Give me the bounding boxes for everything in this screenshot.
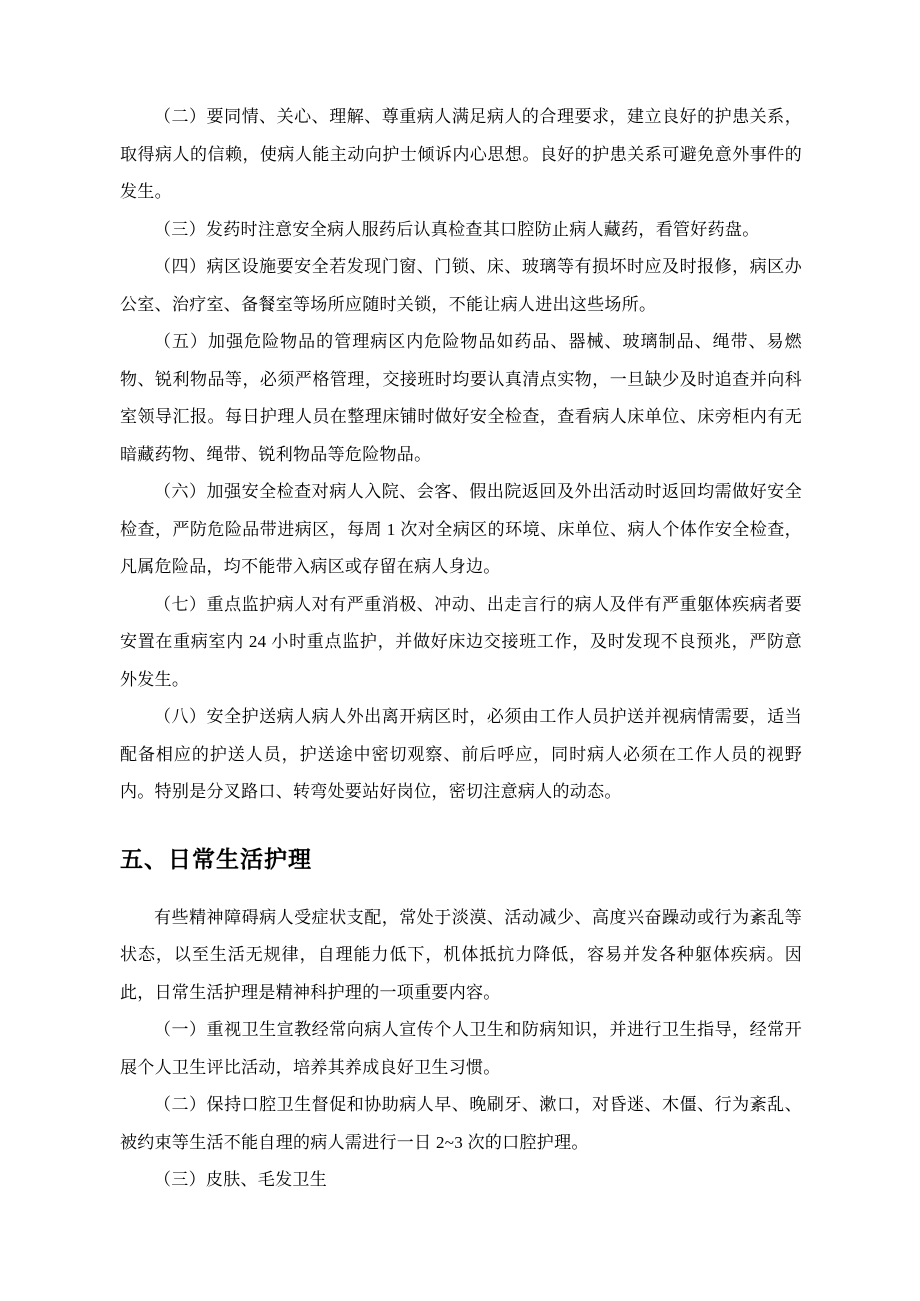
paragraph: 有些精神障碍病人受症状支配，常处于淡漠、活动减少、高度兴奋躁动或行为紊乱等状态，以至生活无规律，自理能力低下，机体抵抗力降低，容易并发各种躯体疾病。因此，日常生活护理是精神科护理的一项重要内容。 xyxy=(120,907,802,1002)
paragraph: （二）要同情、关心、理解、尊重病人满足病人的合理要求，建立良好的护患关系，取得病人的信赖，使病人能主动向护士倾诉内心思想。良好的护患关系可避免意外事件的发生。 xyxy=(120,107,802,201)
paragraph: （一）重视卫生宣教经常向病人宣传个人卫生和防病知识，并进行卫生指导，经常开展个人卫生评比活动，培养其养成良好卫生习惯。 xyxy=(120,1020,802,1077)
paragraph: （二）保持口腔卫生督促和协助病人早、晚刷牙、漱口，对昏迷、木僵、行为紊乱、被约束等生活不能自理的病人需进行一日 2~3 次的口腔护理。 xyxy=(120,1095,802,1152)
paragraph: （八）安全护送病人病人外出离开病区时，必须由工作人员护送并视病情需要，适当配备相应的护送人员，护送途中密切观察、前后呼应，同时病人必须在工作人员的视野内。特别是分叉路口、转弯处要站好岗位，密切注意病人的动态。 xyxy=(120,707,802,801)
paragraph: （五）加强危险物品的管理病区内危险物品如药品、器械、玻璃制品、绳带、易燃物、锐利物品等，必须严格管理，交接班时均要认真清点实物，一旦缺少及时追查并向科室领导汇报。每日护理人员在整理床铺时做好安全检查，查看病人床单位、床旁柜内有无暗藏药物、绳带、锐利物品等危险物品。 xyxy=(120,332,802,464)
paragraph: （七）重点监护病人对有严重消极、冲动、出走言行的病人及伴有严重躯体疾病者要安置在重病室内 24 小时重点监护，并做好床边交接班工作，及时发现不良预兆，严防意外发生。 xyxy=(120,594,802,689)
paragraph: （三）发药时注意安全病人服药后认真检查其口腔防止病人藏药，看管好药盘。 xyxy=(154,219,760,239)
paragraph: （六）加强安全检查对病人入院、会客、假出院返回及外出活动时返回均需做好安全检查，严防危险品带进病区，每周 1 次对全病区的环境、床单位、病人个体作安全检查，凡属危险品，均不能带入病区或存留在病人身边。 xyxy=(120,482,802,576)
section-heading: 五、日常生活护理 xyxy=(120,845,312,872)
paragraph: （四）病区设施要安全若发现门窗、门锁、床、玻璃等有损坏时应及时报修，病区办公室、治疗室、备餐室等场所应随时关锁，不能让病人进出这些场所。 xyxy=(120,257,802,314)
paragraph: （三）皮肤、毛发卫生 xyxy=(154,1170,327,1189)
